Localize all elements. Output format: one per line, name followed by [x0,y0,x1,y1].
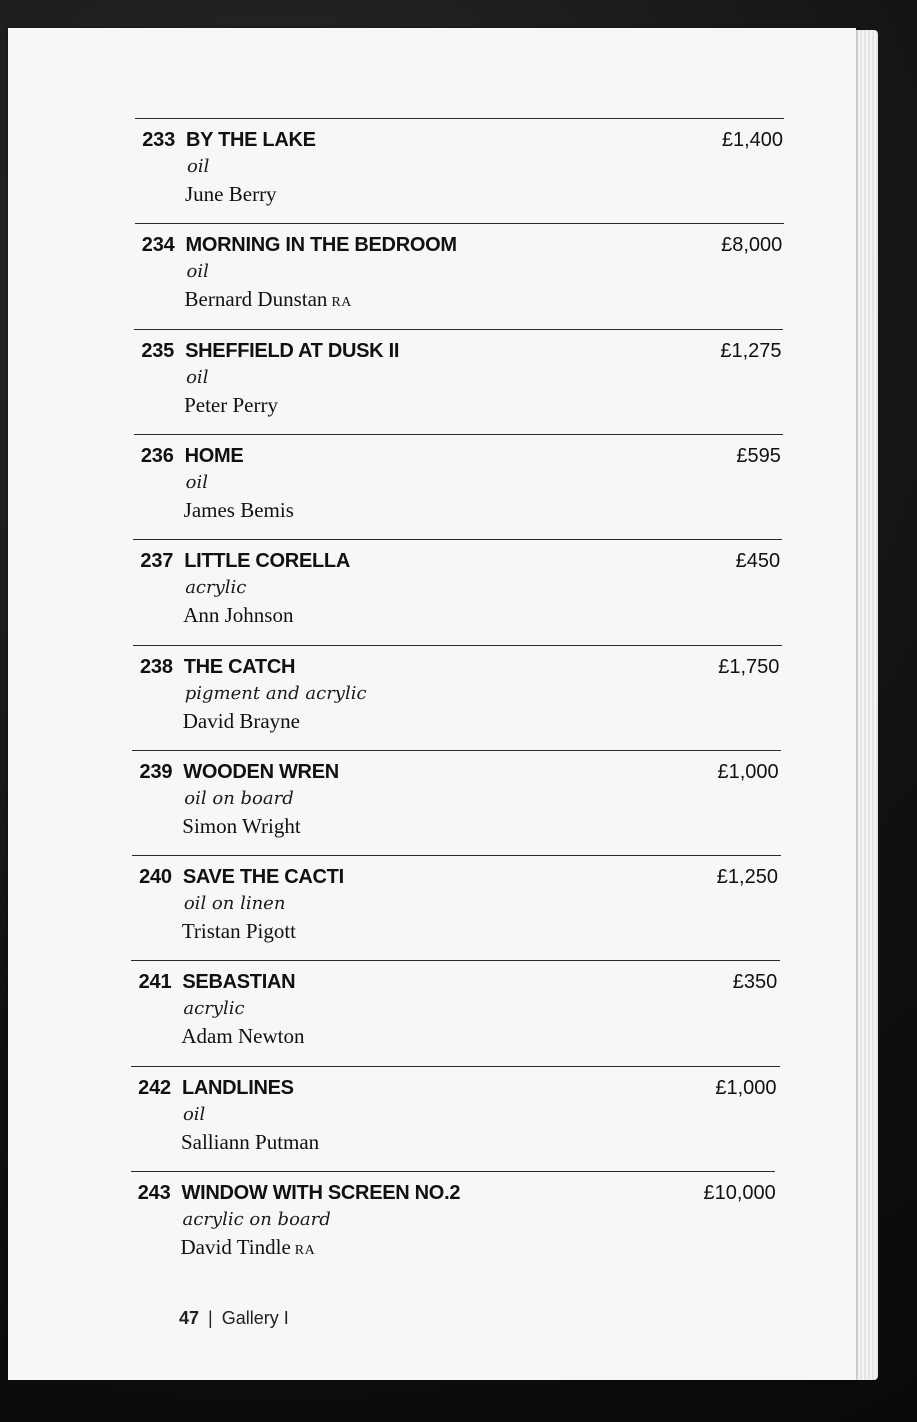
page-number: 47 [179,1308,200,1328]
artist-honour: RA [331,295,352,311]
lot-price: £1,000 [717,760,779,783]
artist-name: Tristan Pigott [181,919,297,944]
lot-number: 239 [139,760,173,783]
lot-number: 240 [139,866,172,889]
artist-name: Simon Wright [182,813,301,838]
artist-name: Salliann Putman [180,1129,320,1154]
artist-name: June Berry [185,182,277,206]
artist-name: James Bemis [183,497,294,522]
lot-divider [135,223,784,224]
lot-divider [131,960,780,961]
artist-name: Adam Newton [181,1024,305,1049]
lot-medium: oil [186,366,209,388]
lot-price: £1,400 [721,129,783,151]
lot-divider [134,329,783,330]
lot-number: 235 [141,339,175,362]
lot-artist [184,393,278,418]
lot-artist [185,287,352,312]
artist-name: Ann Johnson [183,603,294,628]
lot-title: SEBASTIAN [182,971,296,994]
artist-name: David Tindle [180,1235,291,1259]
lot-title: SHEFFIELD AT DUSK II [185,339,400,362]
lot-price: £350 [732,971,778,994]
lot-entry [8,855,856,960]
lot-price: £8,000 [721,234,783,257]
lot-number: 243 [137,1182,171,1204]
lot-artist [181,1130,319,1155]
lot-number: 234 [141,234,175,257]
lot-title: WINDOW WITH SCREEN NO.2 [181,1182,461,1204]
lot-title: THE CATCH [183,655,296,678]
lot-artist [183,603,293,628]
lot-number: 238 [139,655,173,678]
lot-medium: oil [185,471,208,493]
lot-entry [8,329,856,434]
lot-divider [135,118,784,119]
lot-title: MORNING IN THE BEDROOM [185,234,457,257]
lot-medium: oil [187,156,210,177]
lot-medium: acrylic [185,577,247,599]
lot-title: HOME [184,444,244,467]
lot-price: £595 [736,444,781,467]
lot-artist [184,498,294,523]
lot-entry [8,645,856,750]
lot-artist [183,709,300,734]
lot-medium: oil on board [184,787,294,809]
lot-entry [8,434,856,539]
lot-price: £1,750 [718,655,780,678]
lot-price: £1,275 [720,339,782,362]
lot-medium: oil [182,1103,206,1125]
section-name: Gallery I [221,1308,289,1328]
lot-artist [182,814,300,839]
lot-entry [8,223,856,328]
lot-medium: acrylic on board [182,1209,331,1230]
lot-divider [134,434,783,435]
footer-separator: | [208,1308,213,1328]
lot-divider [132,750,781,751]
lot-entry [8,750,856,855]
lot-title: BY THE LAKE [186,129,316,151]
lot-artist [181,1235,316,1260]
lot-entry [8,539,856,644]
lot-price: £1,250 [716,866,778,889]
lot-price: £1,000 [715,1076,777,1099]
lot-entry [8,1066,856,1171]
lot-title: LITTLE CORELLA [184,550,350,573]
artist-name: David Brayne [182,708,300,733]
lot-number: 237 [140,550,174,573]
lot-entry [8,118,856,223]
lot-divider [131,1171,775,1172]
lot-title: LANDLINES [181,1076,294,1099]
page-footer [179,1308,289,1329]
lot-medium: oil [186,261,209,283]
lot-number: 242 [138,1076,171,1099]
lot-number: 241 [138,971,172,994]
lot-entry [8,960,856,1065]
lot-divider [131,1066,780,1067]
lot-artist [181,1024,304,1049]
lot-artist [185,182,277,207]
lot-price: £450 [735,550,781,573]
lot-divider [133,645,782,646]
lot-title: SAVE THE CACTI [182,866,344,889]
lot-entry [8,1171,856,1276]
lot-divider [133,539,782,540]
lot-artist [182,919,296,944]
artist-name: Peter Perry [184,392,278,417]
artist-honour: RA [294,1243,316,1258]
lot-medium: oil on linen [183,893,286,915]
lot-medium: acrylic [183,998,245,1020]
lot-price: £10,000 [703,1182,776,1204]
lot-title: WOODEN WREN [183,760,339,783]
lot-divider [132,855,781,856]
lot-number: 233 [142,129,175,151]
lot-number: 236 [140,444,174,467]
artist-name: Bernard Dunstan [184,287,328,312]
catalogue-page [8,28,856,1380]
lot-medium: pigment and acrylic [184,682,367,704]
